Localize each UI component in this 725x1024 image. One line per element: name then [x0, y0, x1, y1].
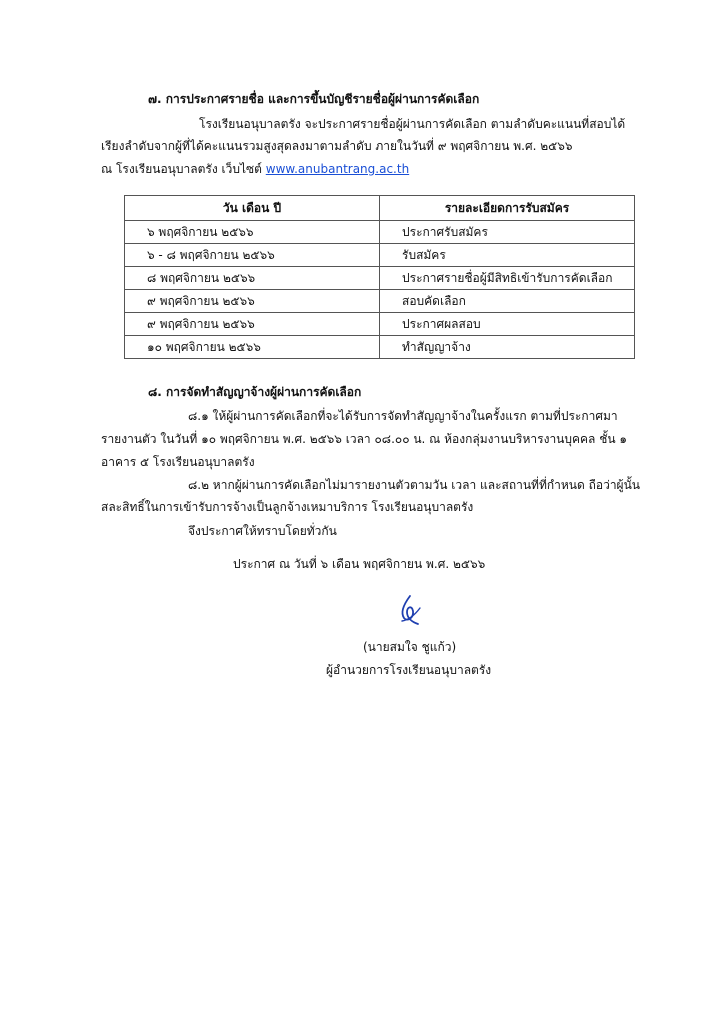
signer-name: (นายสมใจ ชูแก้ว) — [363, 640, 457, 654]
table-cell-detail: ทำสัญญาจ้าง — [380, 336, 635, 359]
table-cell-date: ๖ - ๘ พฤศจิกายน ๒๕๖๖ — [125, 244, 380, 267]
signer-title: ผู้อำนวยการโรงเรียนอนุบาลตรัง — [326, 663, 492, 677]
signature-image — [396, 594, 422, 626]
table-cell-detail: สอบคัดเลือก — [380, 290, 635, 313]
section7-line3 — [101, 160, 409, 179]
table-header-date: วัน เดือน ปี — [125, 196, 380, 221]
table-cell-date: ๙ พฤศจิกายน ๒๕๖๖ — [125, 313, 380, 336]
table-cell-detail: ประกาศรายชื่อผู้มีสิทธิเข้ารับการคัดเลือก — [380, 267, 635, 290]
table-cell-date: ๖ พฤศจิกายน ๒๕๖๖ — [125, 221, 380, 244]
section7-line1: โรงเรียนอนุบาลตรัง จะประกาศรายชื่อผู้ผ่านการคัดเลือก ตามลำดับคะแนนที่สอบได้ — [199, 117, 626, 131]
table-cell-date: ๑๐ พฤศจิกายน ๒๕๖๖ — [125, 336, 380, 359]
table-cell-detail: รับสมัคร — [380, 244, 635, 267]
section7-heading: ๗. การประกาศรายชื่อ และการขึ้นบัญชีรายชื่อผู้ผ่านการคัดเลือก — [148, 92, 480, 106]
table-cell-date: ๙ พฤศจิกายน ๒๕๖๖ — [125, 290, 380, 313]
section8-heading: ๘. การจัดทำสัญญาจ้างผู้ผ่านการคัดเลือก — [148, 385, 362, 399]
announce-date: ประกาศ ณ วันที่ ๖ เดือน พฤศจิกายน พ.ศ. ๒๕๖๖ — [233, 557, 486, 571]
website-link[interactable]: www.anubantrang.ac.th — [265, 162, 410, 176]
section8-p2-line1: ๘.๒ หากผู้ผ่านการคัดเลือกไม่มารายงานตัวตามวัน เวลา และสถานที่ที่กำหนด ถือว่าผู้นั้น — [188, 478, 640, 492]
table-cell-detail: ประกาศรับสมัคร — [380, 221, 635, 244]
schedule-table — [124, 195, 635, 359]
section8-p2-line2: สละสิทธิ์ในการเข้ารับการจ้างเป็นลูกจ้างเหมาบริการ โรงเรียนอนุบาลตรัง — [101, 500, 474, 514]
table-row — [125, 267, 635, 290]
table-cell-detail: ประกาศผลสอบ — [380, 313, 635, 336]
table-header-detail: รายละเอียดการรับสมัคร — [380, 196, 635, 221]
section8-p1-line3: อาคาร ๕ โรงเรียนอนุบาลตรัง — [101, 455, 255, 469]
section7-line2: เรียงลำดับจากผู้ที่ได้คะแนนรวมสูงสุดลงมาตามลำดับ ภายในวันที่ ๙ พฤศจิกายน พ.ศ. ๒๕๖๖ — [101, 139, 573, 153]
section8-p1-line1: ๘.๑ ให้ผู้ผ่านการคัดเลือกที่จะได้รับการจัดทำสัญญาจ้างในครั้งแรก ตามที่ประกาศมา — [188, 409, 618, 423]
table-row — [125, 290, 635, 313]
table-row — [125, 336, 635, 359]
table-row — [125, 221, 635, 244]
table-header-row — [125, 196, 635, 221]
section8-p1-line2: รายงานตัว ในวันที่ ๑๐ พฤศจิกายน พ.ศ. ๒๕๖๖ เวลา ๐๘.๐๐ น. ณ ห้องกลุ่มงานบริหารงานบุคคล ชั้น ๑ — [101, 432, 628, 446]
table-row — [125, 244, 635, 267]
announce-line: จึงประกาศให้ทราบโดยทั่วกัน — [188, 524, 337, 538]
section7-line3-prefix: ณ โรงเรียนอนุบาลตรัง เว็บไซต์ — [101, 162, 266, 176]
table-cell-date: ๘ พฤศจิกายน ๒๕๖๖ — [125, 267, 380, 290]
table-row — [125, 313, 635, 336]
